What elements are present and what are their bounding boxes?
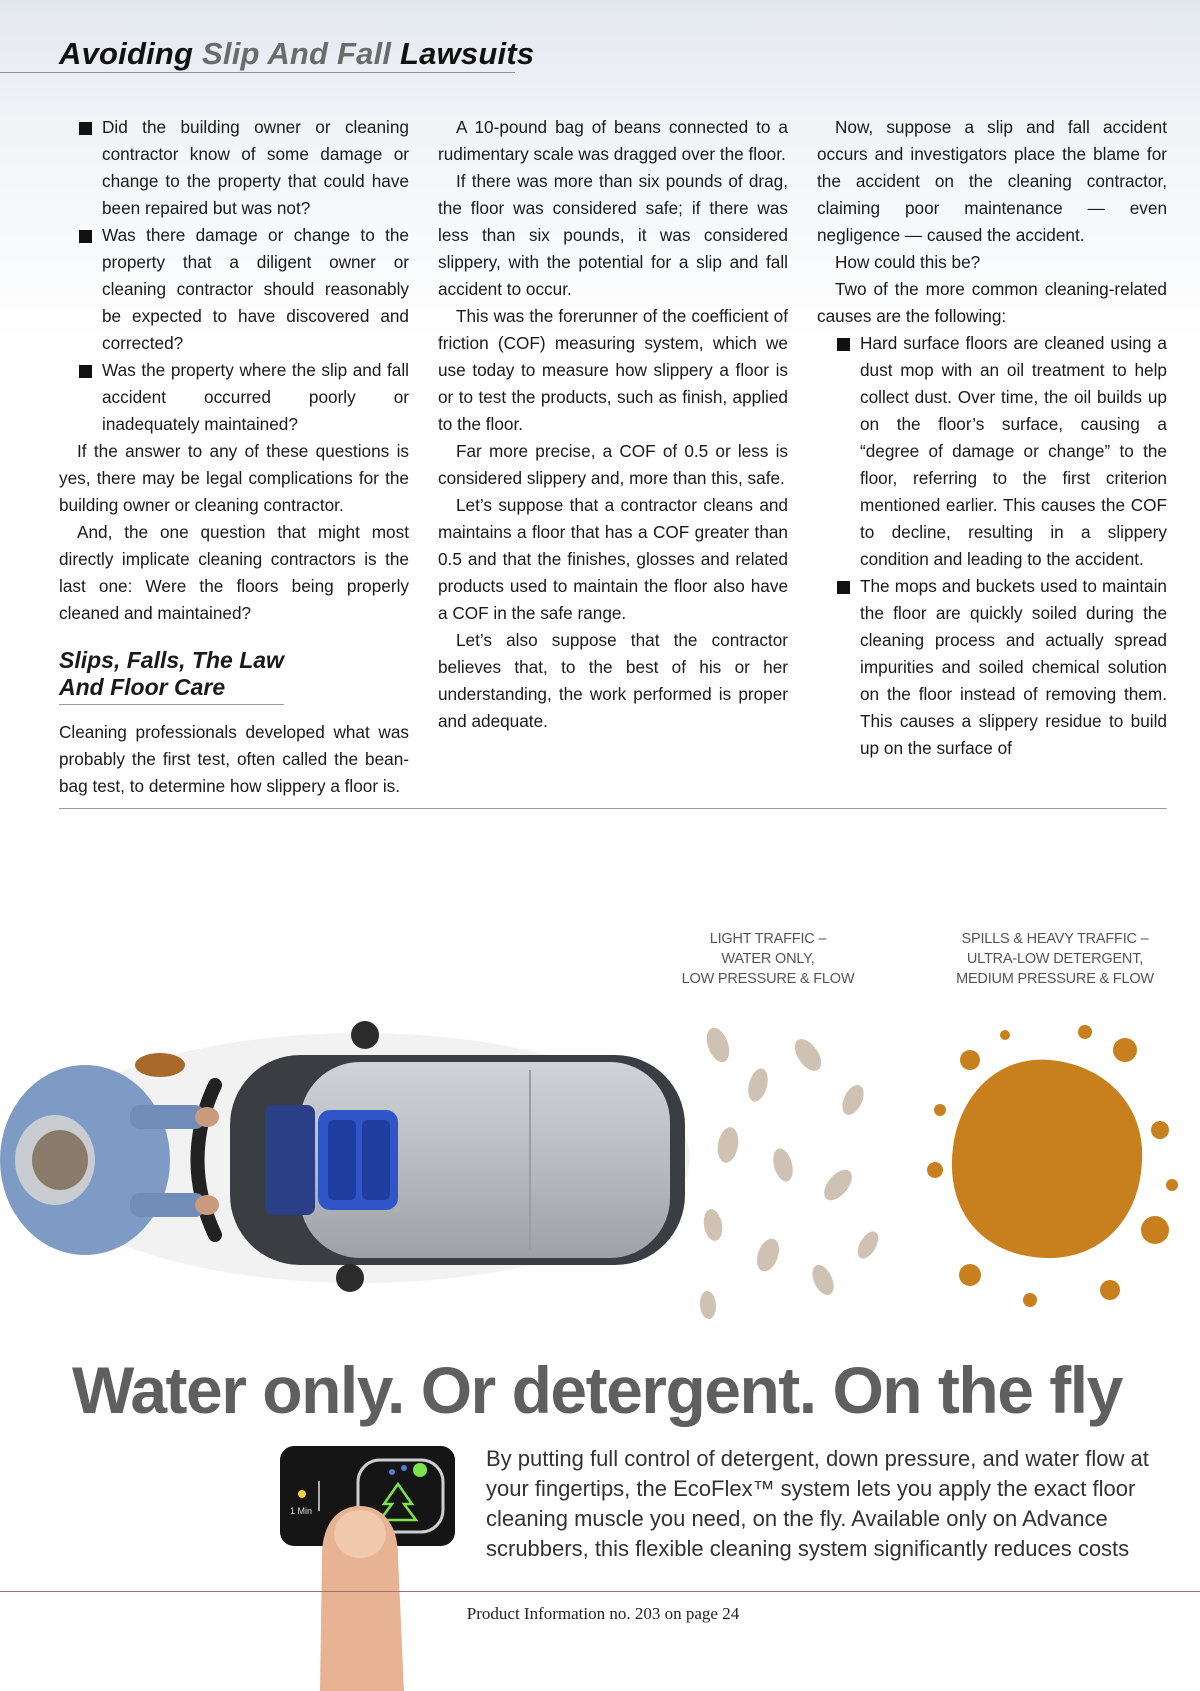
spill-illustration: [910, 1020, 1190, 1320]
caption-line: ULTRA-LOW DETERGENT,: [966, 951, 1144, 967]
caption-line: WATER ONLY,: [721, 951, 815, 967]
caption-line: LOW PRESSURE & FLOW: [681, 971, 855, 987]
list-item: Was there damage or change to the property that a diligent owner or cleaning contractor should reasonably be expected to have discovered and corrected?: [59, 222, 409, 357]
paragraph: A 10-pound bag of beans connected to a rudimentary scale was dragged over the floor.: [438, 117, 788, 164]
caption-line: SPILLS & HEAVY TRAFFIC –: [961, 931, 1149, 947]
subhead-line-2: And Floor Care: [59, 674, 226, 700]
article-column-3: [817, 114, 1167, 762]
paragraph: Cleaning professionals developed what was probably the first test, often called the bean-bag test, to determine how slippery a floor is.: [59, 722, 409, 796]
paragraph: Far more precise, a COF of 0.5 or less is considered slippery and, more than this, safe.: [438, 441, 788, 488]
title-part-1: Avoiding: [59, 36, 194, 71]
list-item: Was the property where the slip and fall accident occurred poorly or inadequately maintained?: [59, 357, 409, 438]
ad-body-copy: By putting full control of detergent, down pressure, and water flow at your fingertips, the EcoFlex™ system lets you apply the exact floor cleaning muscle you need, on the fly. Available only on Advance scrubbers, this flexible cleaning system significantly reduces costs: [486, 1446, 1149, 1561]
title-part-2: Slip And Fall: [202, 36, 392, 71]
paragraph: Now, suppose a slip and fall accident occurs and investigators place the blame for the accident on the cleaning contractor, claiming poor maintenance — even negligence — caused the accident.: [817, 117, 1167, 245]
ad-headline: Water only. Or detergent. On the fly: [72, 1353, 1122, 1427]
paragraph: This was the forerunner of the coefficient of friction (COF) measuring system, which we use today to measure how slippery a floor is or to test the products, such as finish, applied to the floor.: [438, 306, 788, 434]
paragraph: Two of the more common cleaning-related causes are the following:: [817, 279, 1167, 326]
article-column-2: [438, 114, 788, 735]
footer-divider: [0, 1591, 1200, 1592]
title-underline: [0, 72, 515, 73]
paragraph: And, the one question that might most directly implicate cleaning contractors is the last one: Were the floors being properly cleaned and maintained?: [59, 522, 409, 623]
floor-scrubber-illustration: [0, 1010, 700, 1310]
ad-caption-light-traffic: [668, 929, 868, 989]
caption-line: MEDIUM PRESSURE & FLOW: [956, 971, 1154, 987]
list-item: The mops and buckets used to maintain the floor are quickly soiled during the cleaning process and actually spread impurities and soiled chemical solution on the floor instead of removing them. This causes a slippery residue to build up on the surface of: [817, 573, 1167, 762]
section-subhead: [59, 647, 284, 705]
product-info-footer: Product Information no. 203 on page 24: [466, 1604, 740, 1623]
article-column-1: [59, 114, 409, 800]
list-item: Did the building owner or cleaning contractor know of some damage or change to the property that could have been repaired but was not?: [59, 114, 409, 222]
causes-list: [817, 330, 1167, 762]
section-divider: [59, 808, 1167, 809]
footprints-illustration: [688, 1015, 898, 1335]
paragraph: Let’s suppose that a contractor cleans and maintains a floor that has a COF greater than 0.5 and that the finishes, glosses and related products used to maintain the floor also have a COF in the safe range.: [438, 495, 788, 623]
ad-caption-heavy-traffic: [925, 929, 1185, 989]
paragraph: If there was more than six pounds of drag, the floor was considered safe; if there was less than six pounds, it was considered slippery, with the potential for a slip and fall accident to occur.: [438, 171, 788, 299]
subhead-line-1: Slips, Falls, The Law: [59, 647, 284, 673]
caption-line: LIGHT TRAFFIC –: [709, 931, 827, 947]
title-part-3: Lawsuits: [400, 36, 535, 71]
paragraph: If the answer to any of these questions is yes, there may be legal complications for the building owner or cleaning contractor.: [59, 441, 409, 515]
paragraph: How could this be?: [835, 252, 981, 272]
page-title: [59, 36, 534, 72]
question-list: [59, 114, 409, 438]
panel-label: 1 Min: [290, 1506, 313, 1516]
finger-illustration: [300, 1496, 430, 1691]
list-item: Hard surface floors are cleaned using a dust mop with an oil treatment to help collect dust. Over time, the oil builds up on the floor’s surface, causing a “degree of damage or change” to the floor, referring to the first criterion mentioned earlier. This causes the COF to decline, resulting in a slippery condition and leading to the accident.: [817, 330, 1167, 573]
paragraph: Let’s also suppose that the contractor believes that, to the best of his or her understanding, the work performed is proper and adequate.: [438, 630, 788, 731]
